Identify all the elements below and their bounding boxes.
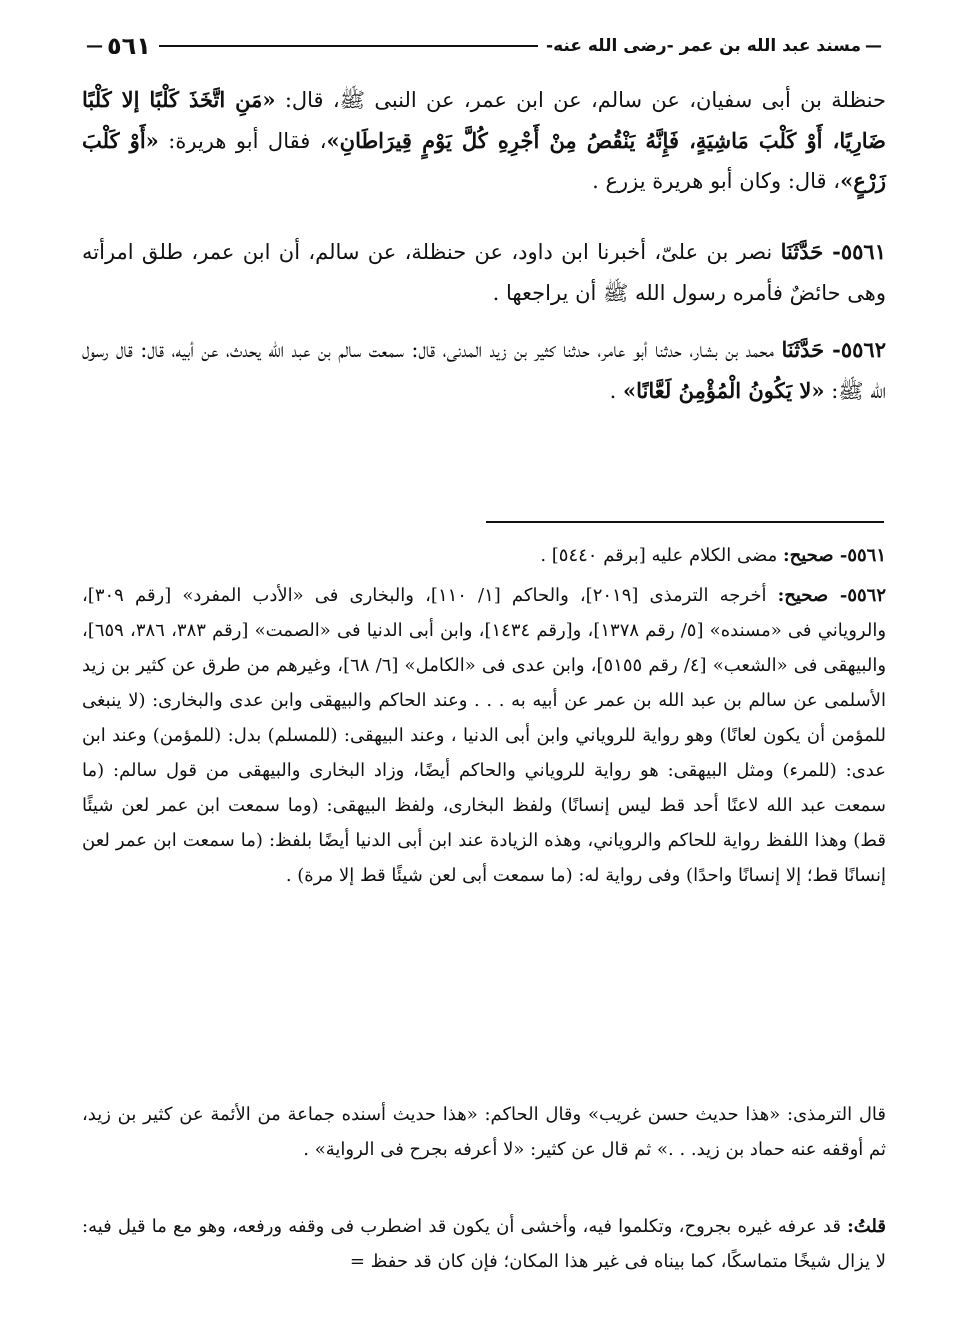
p0-text-b: ، فقال أبو هريرة: [158,128,327,153]
p0-text-a: حنظلة بن أبى سفيان، عن سالم، عن ابن عمر، عن النبى ﷺ، قال: [275,88,886,112]
header-rule [159,45,538,47]
footnotes [82,538,886,1279]
footnote-5561 [82,538,886,578]
hadith-5561-text: نصر بن علىّ، أخبرنا ابن داود، عن حنظلة، عن سالم، أن ابن عمر، طلق امرأته وهى حائضٌ فأمره رسول الله ﷺ أن يراجعها . [82,240,886,305]
footnote-5562 [82,578,886,1097]
footnote-5561-label: ٥٥٦١- صحيح: [782,545,886,566]
footnote-tirmidhi [82,1097,886,1209]
header-title: مسند عبد الله بن عمر -رضى الله عنه- [546,36,861,56]
hadith-5561 [82,232,886,330]
footnote-separator [486,521,884,523]
footnote-5562-text: أخرجه الترمذى [٢٠١٩]، والحاكم [١/ ١١٠]، والبخارى فى «الأدب المفرد» [رقم ٣٠٩]، والروياني فى «مسنده» [٥/ رقم ١٣٧٨]، و[رقم ١٤٣٤]، وابن أبى الدنيا فى «الصمت» [رقم ٣٨٣، ٣٨٦، ٦٥٩]، والبيهقى فى «الشعب» [٤/ رقم ٥١٥٥]، وابن عدى فى «الكامل» [٦/ ٦٨]، وغيرهم من طرق عن كثير بن زيد الأسلمى عن سالم بن عبد الله بن عمر عن أبيه به . . . وعند الحاكم والبيهقى وابن عدى والبخارى: (لا ينبغى للمؤمن أن يكون لعانًا) وهو رواية للروياني وابن أبى الدنيا ، وعند البيهقى: (للمسلم) بدل: (للمؤمن) وعند ابن عدى: (للمرء) ومثل البيهقى: هو رواية للروياني والحاكم أيضًا، وزاد البخارى والبيهقى من قول سالم: (ما سمعت عبد الله لاعنًا أحد قط ليس إنسانًا) ولفظ البخارى، ولفظ البيهقى: (وما سمعت ابن عمر لعن شيئًا قط) وهذا اللفظ رواية للحاكم والروياني، وهذه الزيادة عند ابن أبى الدنيا أيضًا بلفظ: (ما سمعت ابن عمر لعن إنسانًا قط؛ إلا إنسانًا واحدًا) وفى رواية له: (ما سمعت أبى لعن شيئًا قط إلا مرة) . [82,585,887,886]
footnote-tirmidhi-text: قال الترمذى: «هذا حديث حسن غريب» وقال الحاكم: «هذا حديث أسنده جماعة من الأئمة عن كثير بن زيد، ثم أوقفه عنه حماد بن زيد. . .» ثم قال عن كثير: «لا أعرفه بجرح فى الرواية» . [82,1104,886,1160]
header-dash-left: — [86,36,103,56]
hadith-5561-number: ٥٥٦١- حَدَّثَنَا [780,239,886,264]
footnote-5561-text: مضى الكلام عليه [برقم ٥٤٤٠] . [540,545,783,566]
paragraph-continuation [82,80,886,232]
p0-text-c: ، قال: وكان أبو هريرة يزرع . [592,169,841,193]
hadith-5562-end: . [609,378,624,403]
hadith-5562-number: ٥٥٦٢- حَدَّثَنَا [781,337,886,362]
p0-hadith-addition: «أَوْ كَلْبَ زَرْعٍ» [82,127,886,193]
footnote-qultu-text: قد عرفه غيره بجروح، وتكلموا فيه، وأخشى أن يكون قد اضطرب فى وقفه ورفعه، وهو مع ما قيل فيه: لا يزال شيخًا متماسكًا، كما بيناه فى غير هذا المكان؛ فإن كان قد حفظ = [82,1216,886,1272]
hadith-5562-text: محمد بن بشار، حدثنا أبو عامر، حدثنا كثير بن زيد المدنى، قال: سمعت سالم بن عبد الله يحدث، عن أبيه، قال: قال رسول الله ﷺ: [82,338,886,403]
hadith-5562-matn: «لا يَكُونُ الْمُؤْمِنُ لَعَّانًا» [623,377,825,403]
page-number: ٥٦١ [107,32,151,60]
footnote-qultu [82,1209,886,1279]
header-dash-right: — [865,36,882,56]
footnote-qultu-label: قلتُ: [847,1216,886,1237]
hadith-5562 [82,330,886,470]
running-header [82,28,886,64]
p0-hadith-text: «مَنِ اتَّخَذَ كَلْبًا إلا كَلْبًا ضَارِيًا، أَوْ كَلْبَ مَاشِيَةٍ، فَإِنَّهُ يَنْقُصُ مِنْ أَجْرِهِ كُلَّ يَوْمٍ قِيرَاطَانِ» [82,87,886,153]
footnote-5562-label: ٥٥٦٢- صحيح: [777,585,886,606]
main-text [82,80,886,470]
